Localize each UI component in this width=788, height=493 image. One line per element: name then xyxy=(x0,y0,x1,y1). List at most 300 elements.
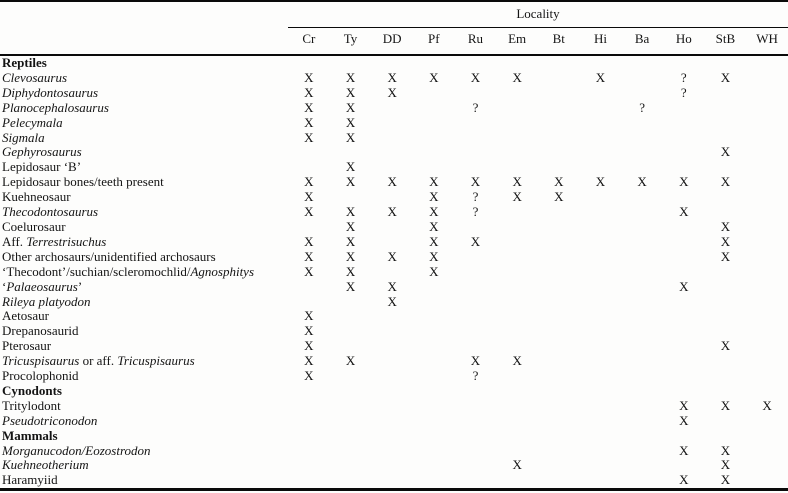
taxon-name-part: Terrestrisuchus xyxy=(26,233,107,249)
empty-cell xyxy=(621,235,663,250)
empty-cell xyxy=(538,458,580,473)
empty-cell xyxy=(580,235,622,250)
empty-cell xyxy=(371,384,413,399)
empty-cell xyxy=(330,444,372,459)
empty-cell xyxy=(746,235,788,250)
empty-cell xyxy=(371,354,413,369)
uncertain-mark-ru: ? xyxy=(472,99,479,115)
empty-cell xyxy=(413,324,455,339)
empty-cell xyxy=(288,160,330,175)
presence-mark-pf: X xyxy=(429,189,439,205)
empty-cell xyxy=(455,295,497,310)
taxon-name-part: Tricuspisaurus xyxy=(2,353,80,369)
empty-cell xyxy=(621,205,663,220)
taxon-name xyxy=(0,101,288,116)
presence-mark-ru: X xyxy=(470,353,481,369)
empty-cell xyxy=(496,429,538,444)
corner-cell xyxy=(0,28,288,56)
empty-cell xyxy=(705,354,747,369)
empty-cell xyxy=(663,160,705,175)
taxon-name xyxy=(0,473,288,489)
empty-cell xyxy=(455,458,497,473)
empty-cell xyxy=(663,55,705,71)
empty-cell xyxy=(621,324,663,339)
empty-cell xyxy=(580,458,622,473)
presence-mark-ru: X xyxy=(470,69,481,85)
taxon-name-part: Morganucodon/Eozostrodon xyxy=(2,442,151,458)
taxon-name xyxy=(0,250,288,265)
empty-cell xyxy=(371,309,413,324)
empty-cell xyxy=(580,55,622,71)
empty-cell xyxy=(538,324,580,339)
taxon-row xyxy=(0,280,788,295)
empty-cell xyxy=(538,265,580,280)
taxon-name-part: Pseudotriconodon xyxy=(2,412,98,428)
presence-mark-dd: X xyxy=(387,84,397,100)
column-header-row xyxy=(0,28,788,56)
empty-cell xyxy=(705,295,747,310)
presence-mark-dd: X xyxy=(387,248,397,264)
empty-cell xyxy=(580,473,622,489)
empty-cell xyxy=(621,145,663,160)
presence-mark-pf: X xyxy=(429,174,439,190)
empty-cell xyxy=(288,280,330,295)
empty-cell xyxy=(538,86,580,101)
empty-cell xyxy=(705,160,747,175)
taxon-name-part: Aetosaur xyxy=(2,308,49,324)
presence-mark-ty: X xyxy=(345,129,356,145)
empty-cell xyxy=(705,280,747,295)
empty-cell xyxy=(496,220,538,235)
empty-cell xyxy=(413,444,455,459)
empty-cell xyxy=(580,384,622,399)
taxon-name xyxy=(0,175,288,190)
empty-cell xyxy=(746,280,788,295)
taxon-name xyxy=(0,265,288,280)
empty-cell xyxy=(496,339,538,354)
empty-cell xyxy=(496,116,538,131)
taxon-name xyxy=(0,414,288,429)
empty-cell xyxy=(663,131,705,146)
empty-cell xyxy=(413,145,455,160)
empty-cell xyxy=(663,250,705,265)
empty-cell xyxy=(538,354,580,369)
taxon-name-part: ‘ xyxy=(2,278,7,294)
empty-cell xyxy=(705,86,747,101)
empty-cell xyxy=(288,384,330,399)
empty-cell xyxy=(621,265,663,280)
taxon-name xyxy=(0,131,288,146)
empty-cell xyxy=(288,55,330,71)
presence-mark-pf: X xyxy=(429,233,439,249)
presence-mark-cr: X xyxy=(304,233,314,249)
taxon-name-part: Tricuspisaurus xyxy=(117,353,195,369)
presence-mark-ty: X xyxy=(345,248,356,264)
presence-mark-ru: X xyxy=(470,233,481,249)
presence-mark-pf: X xyxy=(429,69,439,85)
taxon-row xyxy=(0,458,788,473)
empty-cell xyxy=(538,205,580,220)
empty-cell xyxy=(371,414,413,429)
taxon-row xyxy=(0,235,788,250)
empty-cell xyxy=(580,190,622,205)
empty-cell xyxy=(288,458,330,473)
empty-cell xyxy=(330,414,372,429)
taxon-row xyxy=(0,160,788,175)
empty-cell xyxy=(746,458,788,473)
empty-cell xyxy=(746,145,788,160)
empty-cell xyxy=(330,429,372,444)
taxon-name xyxy=(0,86,288,101)
empty-cell xyxy=(663,101,705,116)
empty-cell xyxy=(663,190,705,205)
empty-cell xyxy=(705,369,747,384)
taxon-name-part: Coelurosaur xyxy=(2,218,66,234)
empty-cell xyxy=(496,384,538,399)
empty-cell xyxy=(621,116,663,131)
empty-cell xyxy=(621,220,663,235)
empty-cell xyxy=(413,458,455,473)
empty-cell xyxy=(538,71,580,86)
empty-cell xyxy=(538,116,580,131)
column-header-bt: Bt xyxy=(538,28,580,56)
presence-mark-cr: X xyxy=(304,129,314,145)
presence-mark-stb: X xyxy=(720,442,731,458)
empty-cell xyxy=(580,280,622,295)
column-header-ba: Ba xyxy=(621,28,663,56)
taxon-row xyxy=(0,354,788,369)
column-header-cr: Cr xyxy=(288,28,330,56)
empty-cell xyxy=(455,55,497,71)
empty-cell xyxy=(621,339,663,354)
uncertain-mark-ho: ? xyxy=(680,84,687,100)
empty-cell xyxy=(663,235,705,250)
empty-cell xyxy=(705,205,747,220)
presence-mark-cr: X xyxy=(304,248,314,264)
taxon-row xyxy=(0,295,788,310)
taxon-name xyxy=(0,280,288,295)
empty-cell xyxy=(538,220,580,235)
empty-cell xyxy=(413,86,455,101)
presence-mark-stb: X xyxy=(720,457,731,473)
presence-mark-hi: X xyxy=(595,174,606,190)
empty-cell xyxy=(496,205,538,220)
taxon-name-part: Gephyrosaurus xyxy=(2,144,82,160)
presence-mark-cr: X xyxy=(304,263,314,279)
empty-cell xyxy=(746,55,788,71)
taxon-row xyxy=(0,473,788,489)
uncertain-mark-ho: ? xyxy=(680,69,687,85)
empty-cell xyxy=(663,339,705,354)
empty-cell xyxy=(496,55,538,71)
taxon-name-part: Pterosaur xyxy=(2,338,52,354)
empty-cell xyxy=(455,86,497,101)
empty-cell xyxy=(413,55,455,71)
empty-cell xyxy=(621,295,663,310)
presence-mark-ty: X xyxy=(345,114,356,130)
taxon-name xyxy=(0,309,288,324)
presence-mark-ty: X xyxy=(345,204,356,220)
empty-cell xyxy=(288,145,330,160)
taxon-name-part: ’ xyxy=(77,278,83,294)
empty-cell xyxy=(663,309,705,324)
taxon-row xyxy=(0,131,788,146)
empty-cell xyxy=(580,324,622,339)
empty-cell xyxy=(746,295,788,310)
corner-cell xyxy=(0,1,288,28)
empty-cell xyxy=(621,429,663,444)
taxon-name-part: Tritylodont xyxy=(2,397,61,413)
empty-cell xyxy=(705,131,747,146)
taxon-row xyxy=(0,220,788,235)
taxon-name-part: Lepidosaur bones/teeth present xyxy=(2,174,164,190)
empty-cell xyxy=(621,384,663,399)
empty-cell xyxy=(413,429,455,444)
empty-cell xyxy=(330,190,372,205)
locality-group-header: Locality xyxy=(288,1,788,28)
empty-cell xyxy=(413,384,455,399)
taxon-name xyxy=(0,190,288,205)
empty-cell xyxy=(580,339,622,354)
presence-mark-dd: X xyxy=(387,278,397,294)
empty-cell xyxy=(455,265,497,280)
presence-mark-ho: X xyxy=(679,412,689,428)
presence-mark-ty: X xyxy=(345,278,356,294)
taxon-name xyxy=(0,444,288,459)
presence-mark-hi: X xyxy=(595,69,606,85)
presence-mark-cr: X xyxy=(304,323,314,339)
presence-mark-ty: X xyxy=(345,84,356,100)
empty-cell xyxy=(455,339,497,354)
presence-mark-cr: X xyxy=(304,84,314,100)
empty-cell xyxy=(371,369,413,384)
empty-cell xyxy=(746,116,788,131)
empty-cell xyxy=(580,369,622,384)
empty-cell xyxy=(455,384,497,399)
taxon-name xyxy=(0,369,288,384)
empty-cell xyxy=(455,309,497,324)
taxon-name-part: Other archosaurs/unidentified archosaurs xyxy=(2,248,216,264)
uncertain-mark-ru: ? xyxy=(472,189,479,205)
empty-cell xyxy=(580,354,622,369)
presence-mark-stb: X xyxy=(720,338,731,354)
empty-cell xyxy=(455,131,497,146)
empty-cell xyxy=(496,324,538,339)
presence-mark-cr: X xyxy=(304,189,314,205)
empty-cell xyxy=(580,220,622,235)
presence-mark-em: X xyxy=(512,457,522,473)
empty-cell xyxy=(746,384,788,399)
empty-cell xyxy=(455,414,497,429)
empty-cell xyxy=(371,429,413,444)
presence-mark-ru: X xyxy=(470,174,481,190)
empty-cell xyxy=(496,86,538,101)
empty-cell xyxy=(580,160,622,175)
empty-cell xyxy=(746,429,788,444)
empty-cell xyxy=(413,473,455,489)
taxon-name xyxy=(0,339,288,354)
empty-cell xyxy=(288,473,330,489)
presence-mark-bt: X xyxy=(554,189,564,205)
empty-cell xyxy=(705,324,747,339)
presence-mark-cr: X xyxy=(304,353,314,369)
taxon-name-part: Thecodontosaurus xyxy=(2,204,99,220)
taxon-row xyxy=(0,86,788,101)
taxon-name-part: Kuehneosaur xyxy=(2,189,71,205)
empty-cell xyxy=(538,399,580,414)
empty-cell xyxy=(538,235,580,250)
empty-cell xyxy=(746,205,788,220)
empty-cell xyxy=(538,473,580,489)
empty-cell xyxy=(580,205,622,220)
presence-mark-dd: X xyxy=(387,174,397,190)
empty-cell xyxy=(621,250,663,265)
presence-mark-ho: X xyxy=(679,174,689,190)
empty-cell xyxy=(705,414,747,429)
section-label xyxy=(0,55,288,71)
presence-mark-dd: X xyxy=(387,69,397,85)
empty-cell xyxy=(621,444,663,459)
presence-mark-cr: X xyxy=(304,99,314,115)
empty-cell xyxy=(330,384,372,399)
taxon-name-part: ‘Thecodont’/suchian/scleromochlid/ xyxy=(2,263,191,279)
empty-cell xyxy=(746,473,788,489)
column-header-ho: Ho xyxy=(663,28,705,56)
column-header-wh: WH xyxy=(746,28,788,56)
taxon-name-part: Aff. xyxy=(2,233,27,249)
column-header-ty: Ty xyxy=(330,28,372,56)
empty-cell xyxy=(621,160,663,175)
empty-cell xyxy=(663,324,705,339)
presence-mark-em: X xyxy=(512,353,522,369)
empty-cell xyxy=(580,116,622,131)
empty-cell xyxy=(455,250,497,265)
presence-mark-ty: X xyxy=(345,174,356,190)
presence-mark-stb: X xyxy=(720,69,731,85)
empty-cell xyxy=(580,414,622,429)
empty-cell xyxy=(496,473,538,489)
empty-cell xyxy=(663,116,705,131)
empty-cell xyxy=(496,369,538,384)
taxon-name xyxy=(0,116,288,131)
presence-mark-cr: X xyxy=(304,338,314,354)
empty-cell xyxy=(496,265,538,280)
column-header-pf: Pf xyxy=(413,28,455,56)
empty-cell xyxy=(746,190,788,205)
empty-cell xyxy=(580,265,622,280)
empty-cell xyxy=(538,384,580,399)
presence-mark-ty: X xyxy=(345,159,356,175)
taxon-name-part: Agnosphitys xyxy=(190,263,255,279)
uncertain-mark-ru: ? xyxy=(472,204,479,220)
empty-cell xyxy=(746,175,788,190)
empty-cell xyxy=(371,131,413,146)
empty-cell xyxy=(455,444,497,459)
table-body xyxy=(0,55,788,490)
empty-cell xyxy=(663,220,705,235)
empty-cell xyxy=(663,354,705,369)
empty-cell xyxy=(496,444,538,459)
presence-mark-ty: X xyxy=(345,69,356,85)
empty-cell xyxy=(455,280,497,295)
empty-cell xyxy=(496,309,538,324)
taxon-name xyxy=(0,399,288,414)
taxon-name xyxy=(0,235,288,250)
empty-cell xyxy=(413,309,455,324)
empty-cell xyxy=(621,309,663,324)
presence-mark-ty: X xyxy=(345,353,356,369)
presence-mark-stb: X xyxy=(720,218,731,234)
uncertain-mark-ru: ? xyxy=(472,368,479,384)
empty-cell xyxy=(413,414,455,429)
empty-cell xyxy=(746,101,788,116)
presence-mark-stb: X xyxy=(720,248,731,264)
empty-cell xyxy=(580,429,622,444)
empty-cell xyxy=(330,473,372,489)
empty-cell xyxy=(371,160,413,175)
empty-cell xyxy=(455,399,497,414)
taxon-name-part: Pelecymala xyxy=(2,114,63,130)
empty-cell xyxy=(621,399,663,414)
presence-mark-em: X xyxy=(512,69,522,85)
section-row xyxy=(0,384,788,399)
taxon-name-part: or aff. xyxy=(79,353,118,369)
empty-cell xyxy=(705,309,747,324)
presence-mark-ty: X xyxy=(345,99,356,115)
empty-cell xyxy=(621,473,663,489)
taxon-row xyxy=(0,145,788,160)
presence-mark-stb: X xyxy=(720,397,731,413)
presence-mark-bt: X xyxy=(554,174,564,190)
empty-cell xyxy=(288,429,330,444)
presence-mark-dd: X xyxy=(387,293,397,309)
empty-cell xyxy=(330,369,372,384)
empty-cell xyxy=(538,280,580,295)
presence-mark-pf: X xyxy=(429,204,439,220)
empty-cell xyxy=(746,131,788,146)
presence-mark-dd: X xyxy=(387,204,397,220)
section-label xyxy=(0,384,288,399)
presence-mark-stb: X xyxy=(720,174,731,190)
empty-cell xyxy=(580,444,622,459)
presence-mark-ho: X xyxy=(679,472,689,488)
taxon-name-part: Clevosaurus xyxy=(2,69,67,85)
section-label xyxy=(0,429,288,444)
empty-cell xyxy=(330,399,372,414)
empty-cell xyxy=(288,399,330,414)
presence-mark-cr: X xyxy=(304,114,314,130)
empty-cell xyxy=(663,295,705,310)
empty-cell xyxy=(371,399,413,414)
empty-cell xyxy=(621,190,663,205)
taxon-name-part: Planocephalosaurus xyxy=(2,99,109,115)
empty-cell xyxy=(621,280,663,295)
taxon-row xyxy=(0,101,788,116)
empty-cell xyxy=(663,369,705,384)
empty-cell xyxy=(580,399,622,414)
empty-cell xyxy=(746,309,788,324)
empty-cell xyxy=(288,220,330,235)
empty-cell xyxy=(496,250,538,265)
taxon-row xyxy=(0,399,788,414)
empty-cell xyxy=(455,145,497,160)
presence-mark-ty: X xyxy=(345,263,356,279)
empty-cell xyxy=(371,101,413,116)
empty-cell xyxy=(663,429,705,444)
empty-cell xyxy=(538,369,580,384)
empty-cell xyxy=(288,444,330,459)
empty-cell xyxy=(746,160,788,175)
